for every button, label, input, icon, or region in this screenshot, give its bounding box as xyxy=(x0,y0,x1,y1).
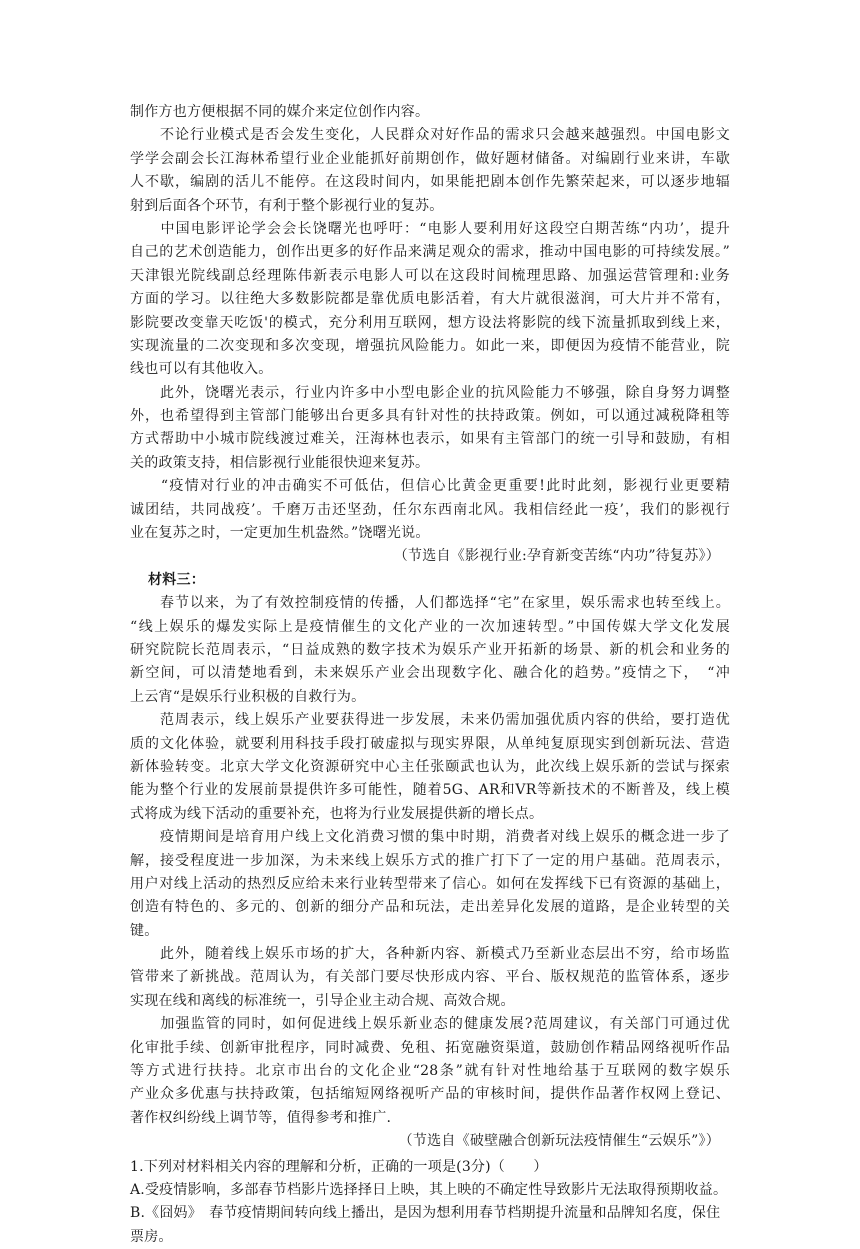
text-line: 线也可以有其他收入。 xyxy=(130,361,273,378)
text-line: 研究院院长范周表示，“日益成熟的数字技术为娱乐产业开拓新的场景、新的机会和业务的 xyxy=(130,641,730,658)
text-line: 不论行业模式是否会发生变化，人民群众对好作品的需求只会越来越强烈。中国电影文 xyxy=(130,127,730,144)
text-line: 范周表示，线上娱乐产业要获得进一步发展，未来仍需加强优质内容的供给，要打造优 xyxy=(130,712,730,729)
text-line: 产业众多优惠与扶持政策，包括缩短网络视听产品的审核时间，提供作品著作权网上登记、 xyxy=(130,1086,730,1103)
text-line: 实现在线和离线的标准统一，引导企业主动合规、高效合规。 xyxy=(130,992,515,1009)
text-line: 制作方也方便根据不同的媒介来定位创作内容。 xyxy=(130,104,430,120)
text-line: 质的文化体验，就要利用科技手段打破虚拟与现实界限，从单纯复原现实到创新玩法、营造 xyxy=(130,735,730,752)
text-line: 影院要改变靠天吃饭'的模式，充分利用互联网，想方设法将影院的线下流量抓取到线上来， xyxy=(130,314,730,331)
question-block xyxy=(130,1156,730,1249)
document-body xyxy=(130,101,730,1249)
text-line: 键。 xyxy=(130,922,159,939)
text-line: 等方式进行扶持。北京市出台的文化企业“28条”就有针对性地给基于互联网的数字娱乐 xyxy=(130,1063,730,1080)
text-line: 解，接受程度进一步加深，为未来线上娱乐方式的推广打下了一定的用户基础。范周表示， xyxy=(130,852,730,869)
text-line: 外，也希望得到主管部门能够出台更多具有针对性的扶持政策。例如，可以通过减税降租等 xyxy=(130,408,730,425)
text-line: 式将成为线下活动的重要补充，也将为行业发展提供新的增长点。 xyxy=(130,805,544,822)
text-line: 诚团结，共同战疫’。千磨万击还坚劲，任尔东西南北风。我相信经此一疫’，我们的影视行 xyxy=(130,501,730,518)
text-line: 化审批手续、创新审批程序，同时减费、免租、拓宽融资渠道，鼓励创作精品网络视听作品 xyxy=(130,1039,730,1056)
text-line: 管带来了新挑战。范周认为，有关部门要尽快形成内容、平台、版权规范的监管体系，逐步 xyxy=(130,969,730,986)
text-line: “疫情对行业的冲击确实不可低估，但信心比黄金更重要!此时此刻，影视行业更要精 xyxy=(130,478,730,495)
option-b[interactable]: B.《囧妈》 春节疫情期间转向线上播出，是因为想利用春节档期提升流量和品牌知名度，保住票房。 xyxy=(130,1205,721,1245)
text-line: 射到后面各个环节，有利于整个影视行业的复苏。 xyxy=(130,197,444,214)
text-line: 学学会副会长江海林希望行业企业能抓好前期创作，做好题材储备。对编剧行业来讲，车歇 xyxy=(130,150,730,167)
text-line: 著作权纠纷线上调节等，值得参考和推广. xyxy=(130,1109,392,1126)
source-citation: （节选自《影视行业:孕育新变苦练“内功”待复苏》） xyxy=(393,548,720,565)
option-a[interactable]: A.受疫情影响，多部春节档影片选择择日上映，其上映的不确定性导致影片无法取得预期收益。 xyxy=(130,1181,728,1198)
text-line: 春节以来，为了有效控制疫情的传播，人们都选择“宅”在家里，娱乐需求也转至线上。 xyxy=(130,595,730,612)
text-line: 自己的艺术创造能力，创作出更多的好作品来满足观众的需求，推动中国电影的可持续发展。” xyxy=(130,244,730,261)
text-line: 加强监管的同时，如何促进线上娱乐新业态的健康发展?范周建议，有关部门可通过优 xyxy=(130,1016,730,1033)
passage-text xyxy=(130,101,730,1154)
text-line: 新体验转变。北京大学文化资源研究中心主任张颐武也认为，此次线上娱乐新的尝试与探索 xyxy=(130,758,730,775)
text-line: 方式帮助中小城市院线渡过难关，汪海林也表示，如果有主管部门的统一引导和鼓励，有相 xyxy=(130,431,730,448)
text-line: 疫情期间是培育用户线上文化消费习惯的集中时期，消费者对线上娱乐的概念进一步了 xyxy=(130,829,730,846)
text-line: 此外，随着线上娱乐市场的扩大，各种新内容、新模式乃至新业态层出不穷，给市场监 xyxy=(130,946,730,963)
text-line: 能为整个行业的发展前景提供许多可能性，随着5G、AR和VR等新技术的不断普及，线上模 xyxy=(130,782,730,799)
section-heading: 材料三： xyxy=(148,571,205,588)
source-citation: （节选自《破壁融合创新玩法疫情催生“云娱乐”》） xyxy=(398,1133,720,1150)
text-line: 用户对线上活动的热烈反应给未来行业转型带来了信心。如何在发挥线下已有资源的基础上， xyxy=(130,875,730,892)
text-line: 创造有特色的、多元的、创新的细分产品和玩法，走出差异化发展的道路，是企业转型的关 xyxy=(130,899,730,916)
text-line: 中国电影评论学会会长饶曙光也呼吁：“电影人要利用好这段空白期苦练“内功’，提升 xyxy=(130,220,730,237)
text-line: 天津银光院线副总经理陈伟新表示电影人可以在这段时间梳理思路、加强运营管理和:业务 xyxy=(130,267,730,284)
text-line: “线上娱乐的爆发实际上是疫情催生的文化产业的一次加速转型。”中国传媒大学文化发展 xyxy=(130,618,730,635)
text-line: 此外，饶曙光表示，行业内许多中小型电影企业的抗风险能力不够强，除自身努力调整 xyxy=(130,384,730,401)
text-line: 人不歇，编剧的活儿不能停。在这段时间内，如果能把剧本创作先繁荣起来，可以逐步地辐 xyxy=(130,174,730,191)
text-line: 上云宵“是娱乐行业积极的自救行为。 xyxy=(130,688,366,705)
text-line: 方面的学习。以往绝大多数影院都是靠优质电影活着，有大片就很滋润，可大片并不常有， xyxy=(130,291,730,308)
text-line: 实现流量的二次变现和多次变现，增强抗风险能力。如此一来，即便因为疫情不能营业，院 xyxy=(130,337,730,354)
text-line: 关的政策支持，相信影视行业能很快迎来复苏。 xyxy=(130,454,430,471)
question-stem: 1.下列对材料相关内容的理解和分析，正确的一项是(3分)（ ） xyxy=(130,1158,548,1175)
text-line: 业在复苏之时，一定更加生机盎然。”饶曙光说。 xyxy=(130,525,430,542)
text-line: 新空间，可以清楚地看到，未来娱乐产业会出现数字化、融合化的趋势。”疫情之下， “冲 xyxy=(130,665,730,682)
